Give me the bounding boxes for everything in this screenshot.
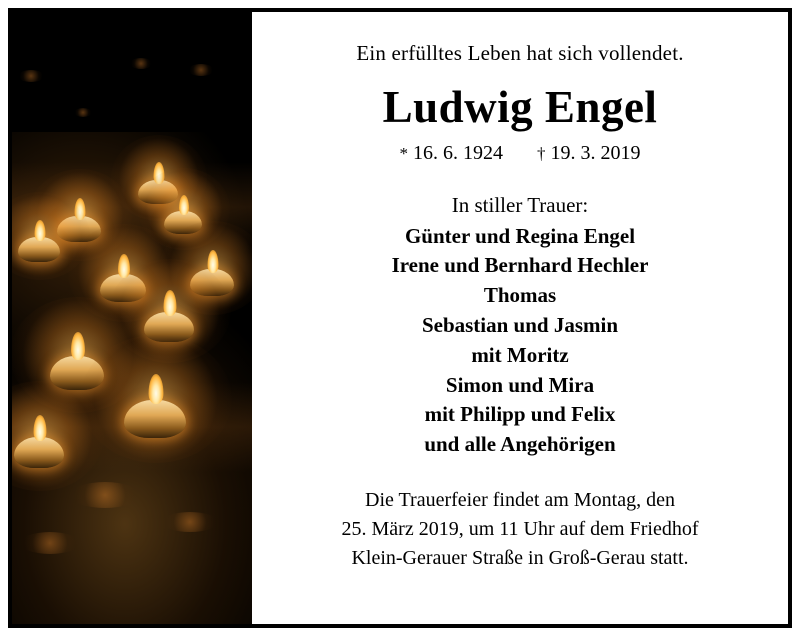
deceased-name: Ludwig Engel <box>382 82 658 133</box>
death-date <box>537 142 641 165</box>
service-details <box>276 486 764 573</box>
mourners-list <box>276 222 764 461</box>
list-item: mit Moritz <box>471 342 569 367</box>
list-item: Sebastian und Jasmin <box>421 312 619 337</box>
service-line: Klein-Gerauer Straße in Groß-Gerau statt. <box>351 547 689 569</box>
intro-text: Ein erfülltes Leben hat sich vollendet. <box>356 41 684 65</box>
list-item: mit Philipp und Felix <box>424 402 616 427</box>
list-item: Irene und Bernhard Hechler <box>391 253 649 278</box>
list-item: Simon und Mira <box>445 372 595 397</box>
candle-icon <box>18 210 62 262</box>
reflection-icon <box>162 512 218 532</box>
distant-light-icon <box>130 58 152 69</box>
mourning-header: In stiller Trauer: <box>451 192 589 217</box>
cross-symbol-icon: † <box>537 143 546 163</box>
birth-symbol-icon: * <box>399 143 408 163</box>
service-line: Die Trauerfeier findet am Montag, den <box>365 489 675 511</box>
candle-icon <box>124 360 188 438</box>
list-item: und alle Angehörigen <box>424 432 616 457</box>
list-item: Thomas <box>483 283 557 308</box>
candle-icon <box>144 280 196 342</box>
death-date-value: 19. 3. 2019 <box>550 141 641 164</box>
life-dates <box>276 142 764 165</box>
reflection-icon <box>20 532 80 554</box>
obituary-card <box>8 8 792 628</box>
list-item: Günter und Regina Engel <box>404 223 636 248</box>
candle-icon <box>14 404 66 468</box>
birth-date <box>400 142 504 165</box>
service-line: 25. März 2019, um 11 Uhr auf dem Friedhof <box>341 518 699 540</box>
distant-light-icon <box>18 70 44 82</box>
candles-photo <box>12 12 252 624</box>
birth-date-value: 16. 6. 1924 <box>413 141 503 164</box>
reflection-icon <box>70 482 140 508</box>
obituary-text-panel <box>252 12 788 624</box>
distant-light-icon <box>188 64 214 76</box>
distant-light-icon <box>74 108 92 117</box>
